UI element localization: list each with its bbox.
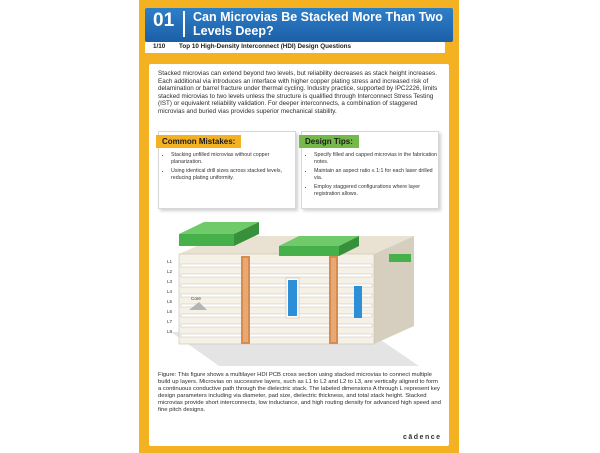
stacked-via-left-core xyxy=(243,258,248,342)
layer-line xyxy=(181,324,372,327)
layer-label-l4: L4 xyxy=(167,289,173,294)
list-item: • Employ staggered configurations where layer registration allows. xyxy=(314,184,440,197)
stack-front-face xyxy=(179,254,374,344)
top-pad-left xyxy=(179,234,234,246)
layer-line xyxy=(181,294,372,297)
layer-label-l5: L5 xyxy=(167,299,173,304)
layer-label-l6: L6 xyxy=(167,309,173,314)
page-title: Can Microvias Be Stacked More Than Two Levels Deep? xyxy=(193,10,443,38)
layer-line xyxy=(181,284,372,287)
poster xyxy=(139,0,459,453)
list-item: • Stacking unfilled microvias without copper planarization. xyxy=(171,152,297,165)
common-mistakes-box xyxy=(158,131,296,209)
stack-side-face xyxy=(374,236,414,344)
list-item: • Maintain an aspect ratio ≤ 1:1 for each laser drilled via. xyxy=(314,168,440,181)
layer-label-l2: L2 xyxy=(167,269,173,274)
list-item: • Specify filled and capped microvias in the fabrication notes. xyxy=(314,152,440,165)
cadence-logo: cādence xyxy=(403,434,442,441)
layer-line xyxy=(181,274,372,277)
layer-label-l1: L1 xyxy=(167,259,173,264)
common-mistakes-list xyxy=(162,152,297,184)
design-tips-list xyxy=(305,152,440,201)
pcb-cross-section-figure xyxy=(149,214,449,374)
figure-caption: Figure: This figure shows a multilayer HDI PCB cross section using stacked microvias to connect multiple build up layers. Microvias on successive layers, such as L1 to L2 and L2 to L3, are vertically aligned to form a continuous conductive path through the dielectric stack. The labeled dimensions A through L represent key design parameters including via diameter, pad size, dielectric thickness, and total stack height. Stacked microvias provide short interconnects, low inductance, and high routing density for advanced high speed and fine pitch designs. xyxy=(158,372,441,413)
layer-label-l3: L3 xyxy=(167,279,173,284)
design-tips-box xyxy=(301,131,439,209)
stacked-via-right-core xyxy=(331,258,336,342)
design-tips-title: Design Tips: xyxy=(299,135,359,148)
top-pad-right xyxy=(279,246,339,256)
question-number: 01 xyxy=(153,10,175,31)
divider xyxy=(183,11,185,37)
common-mistakes-title: Common Mistakes: xyxy=(156,135,241,148)
intro-paragraph: Stacked microvias can extend beyond two levels, but reliability decreases as stack height increases. Each additional via introduces an interface with higher copper plating stress and increased risk of delamination or barrel fracture under thermal cycling. Industry practice, supported by IPC2226, limits stacked microvias to two levels unless the structure is qualified through Interconnect Stress Testing (IST) or equivalent reliability validation. For deeper interconnects, a combination of staggered microvias and buried vias provides superior mechanical stability. xyxy=(158,70,438,115)
layer-line xyxy=(181,314,372,317)
series-title: Top 10 High-Density Interconnect (HDI) Design Questions xyxy=(179,43,352,50)
layer-line xyxy=(181,304,372,307)
buried-via xyxy=(288,280,297,316)
buried-via-right xyxy=(354,286,362,318)
layer-line xyxy=(181,334,372,337)
page-index: 1/10 xyxy=(153,43,166,50)
list-item: • Using identical drill sizes across stacked levels, reducing plating uniformity. xyxy=(171,168,297,181)
content-card xyxy=(149,64,449,446)
layer-line xyxy=(181,264,372,267)
core-label: Core xyxy=(191,296,201,301)
layer-label-l8: L8 xyxy=(167,329,173,334)
side-pad xyxy=(389,254,411,262)
layer-label-l7: L7 xyxy=(167,319,173,324)
